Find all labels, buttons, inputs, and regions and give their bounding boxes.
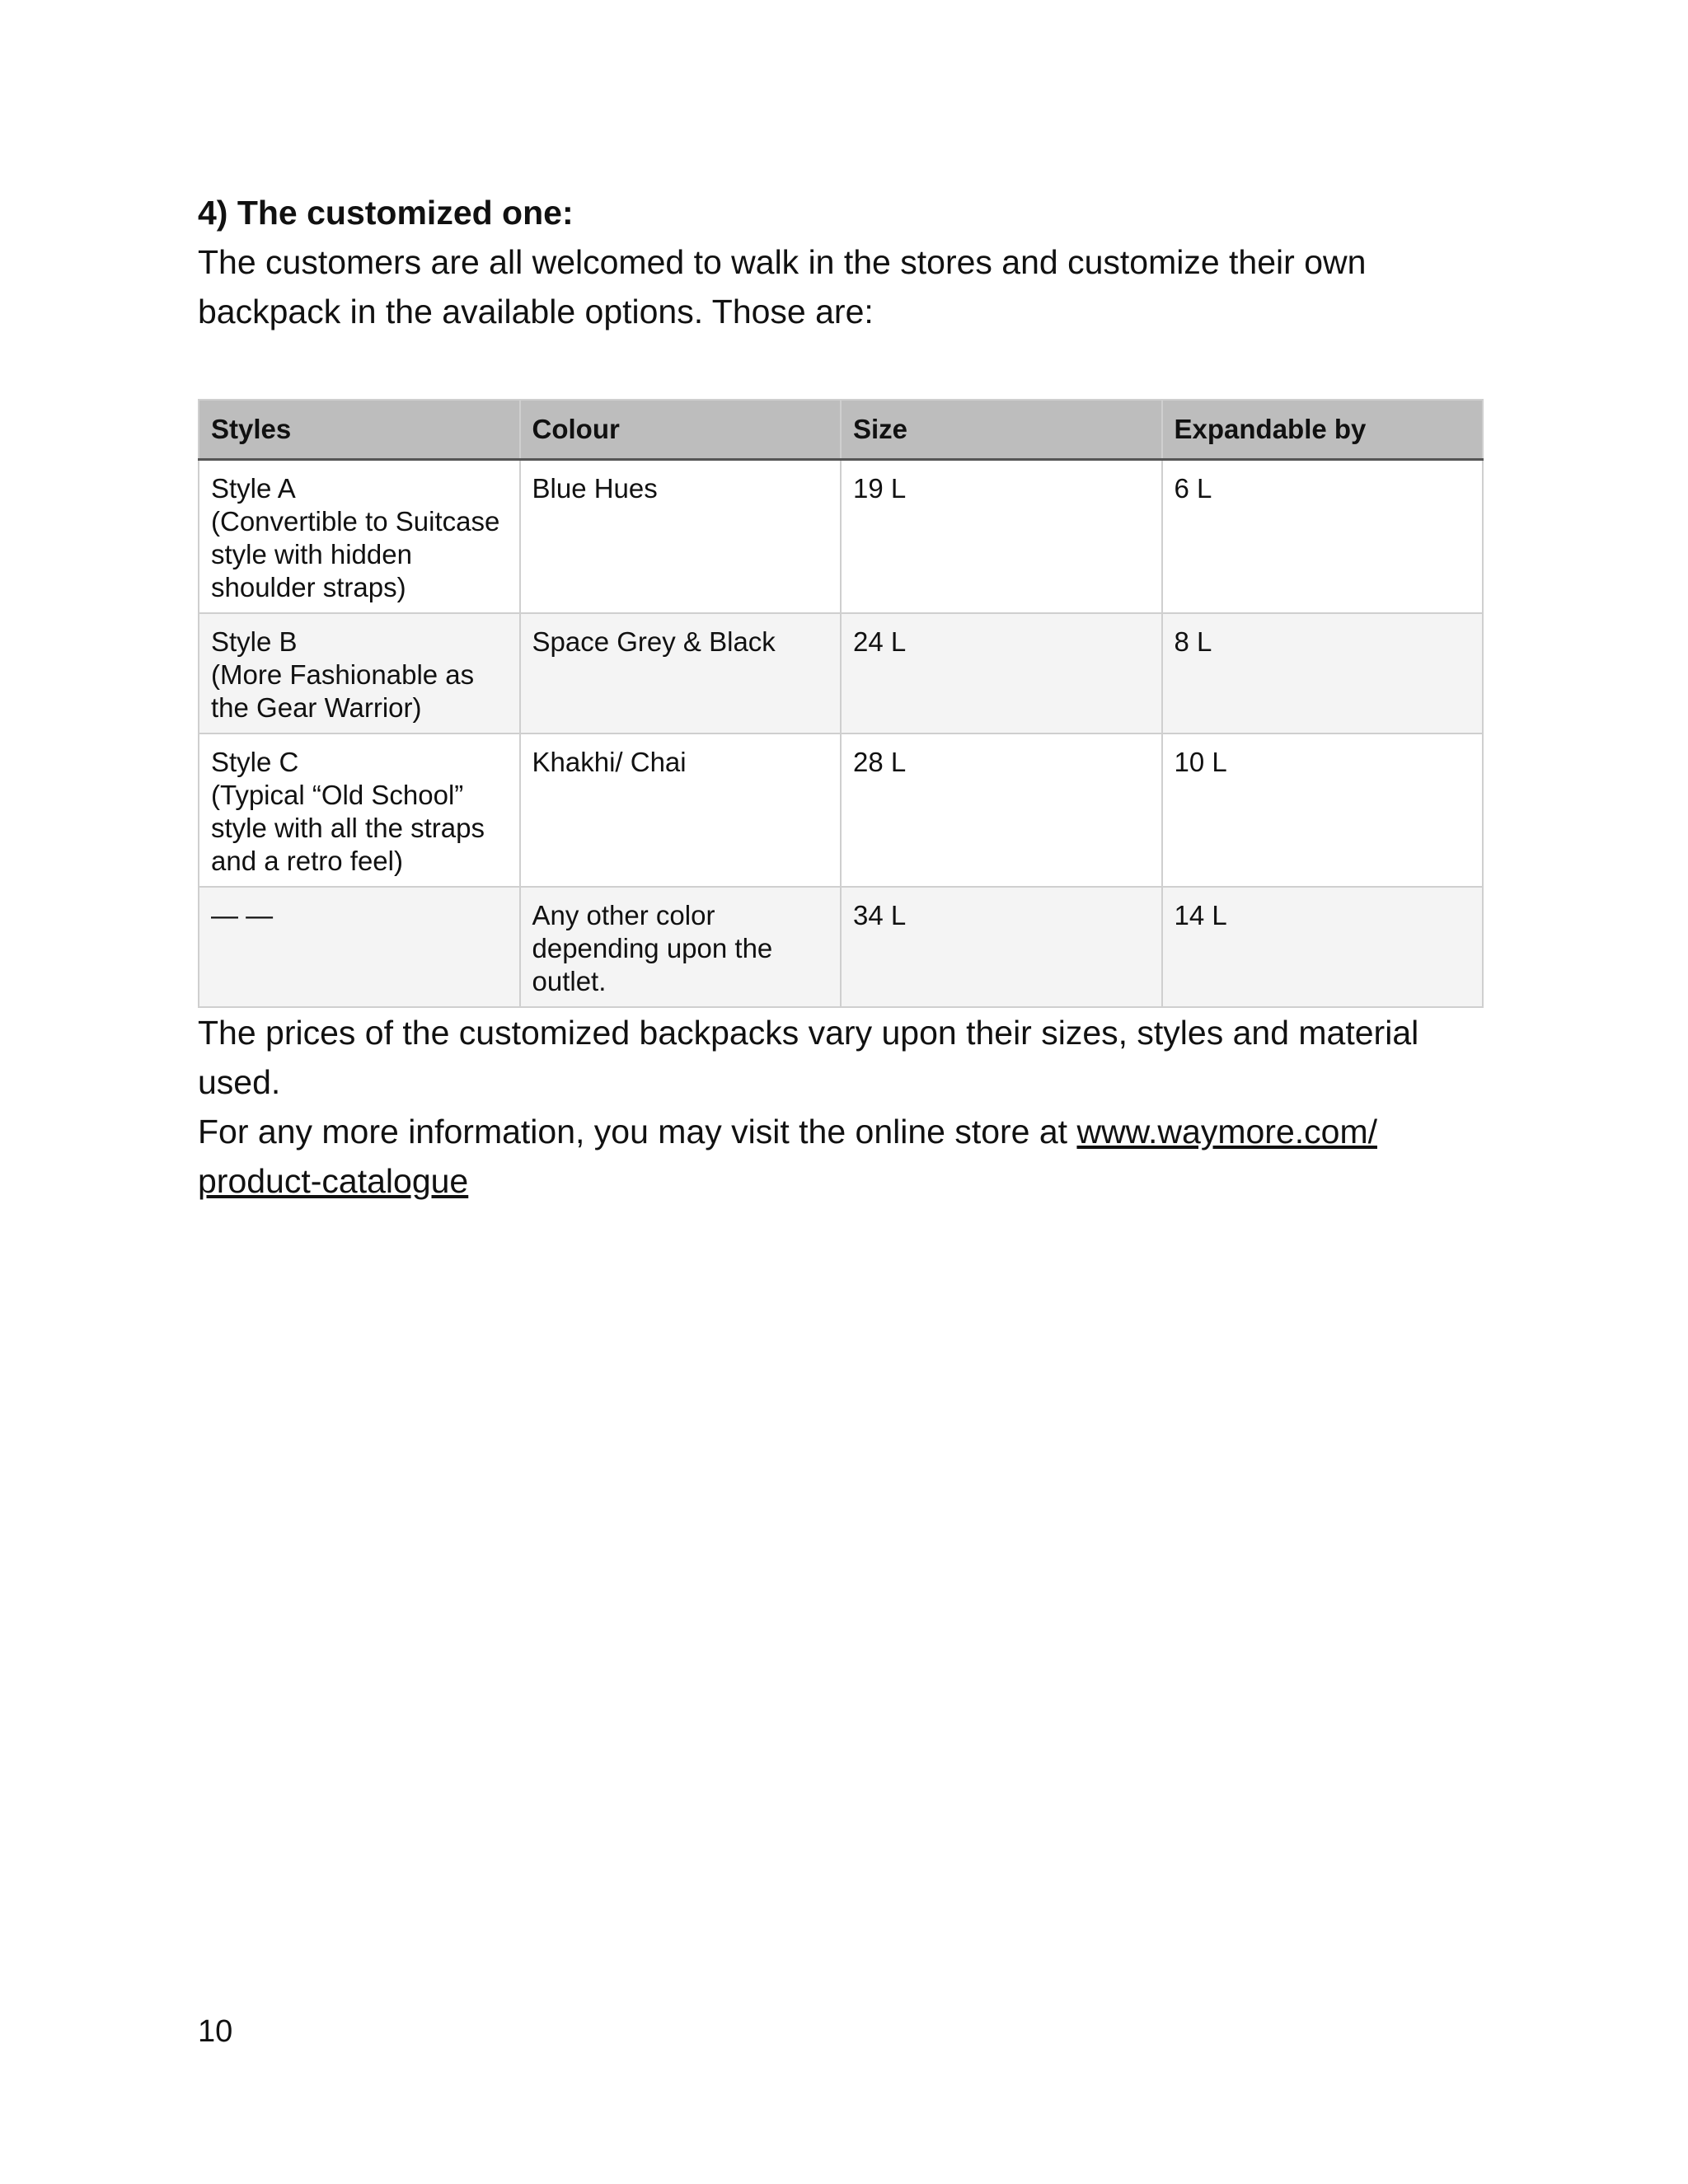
- header-styles: Styles: [199, 400, 520, 460]
- expandable-cell: 14 L: [1162, 887, 1484, 1007]
- style-name: Style B: [211, 626, 298, 657]
- style-name: Style C: [211, 747, 299, 777]
- table-row: [199, 613, 1483, 733]
- header-colour: Colour: [520, 400, 842, 460]
- size-cell: 19 L: [841, 460, 1162, 614]
- more-info-paragraph: [198, 1107, 1484, 1206]
- style-cell: [199, 613, 520, 733]
- page-number: 10: [198, 2014, 233, 2049]
- size-cell: 24 L: [841, 613, 1162, 733]
- table-row: [199, 887, 1483, 1007]
- style-cell: [199, 733, 520, 887]
- style-description: (Typical “Old School” style with all the straps and a retro feel): [211, 780, 485, 876]
- size-cell: 28 L: [841, 733, 1162, 887]
- size-cell: 34 L: [841, 887, 1162, 1007]
- colour-cell: Any other color depending upon the outlet.: [520, 887, 842, 1007]
- colour-cell: Khakhi/ Chai: [520, 733, 842, 887]
- style-cell: [199, 887, 520, 1007]
- style-description: (Convertible to Suitcase style with hidden shoulder straps): [211, 506, 500, 602]
- table-row: [199, 460, 1483, 614]
- expandable-cell: 10 L: [1162, 733, 1484, 887]
- options-table: [198, 399, 1484, 1008]
- style-cell: [199, 460, 520, 614]
- colour-cell: Blue Hues: [520, 460, 842, 614]
- expandable-cell: 8 L: [1162, 613, 1484, 733]
- section-heading: 4) The customized one:: [198, 194, 574, 232]
- style-description: (More Fashionable as the Gear Warrior): [211, 659, 475, 723]
- header-expandable: Expandable by: [1162, 400, 1484, 460]
- style-name: — —: [211, 900, 274, 930]
- expandable-cell: 6 L: [1162, 460, 1484, 614]
- intro-paragraph: The customers are all welcomed to walk in the stores and customize their own backpack in the available options. Those are:: [198, 243, 1367, 330]
- table-header-row: [199, 400, 1483, 460]
- online-store-link[interactable]: www.waymore.com/ product-catalogue: [198, 1113, 1377, 1200]
- table-row: [199, 733, 1483, 887]
- more-info-text: For any more information, you may visit the online store at: [198, 1113, 1077, 1151]
- colour-cell: Space Grey & Black: [520, 613, 842, 733]
- header-size: Size: [841, 400, 1162, 460]
- prices-note: The prices of the customized backpacks vary upon their sizes, styles and material used.: [198, 1014, 1419, 1101]
- style-name: Style A: [211, 473, 296, 504]
- document-content: [198, 188, 1484, 1206]
